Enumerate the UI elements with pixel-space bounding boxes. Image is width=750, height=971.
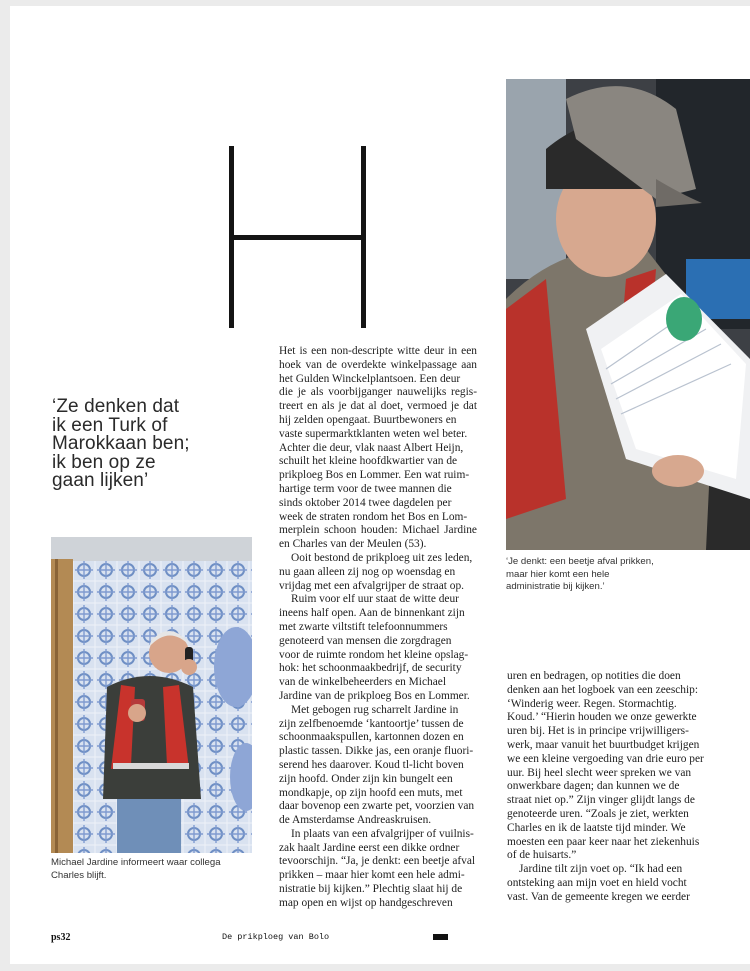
photo-jardine-with-binder [506, 79, 750, 550]
body-text-line: genoteerde uren. “Zoals je ziet, werkten [507, 807, 689, 820]
body-text-line: nistratie bij kijken.” Plechtig slaat hij de [279, 883, 463, 896]
body-text-line: Het is een non-descripte witte deur in een [279, 345, 477, 357]
body-text-line: week de straten rondom het Bos en Lom- [279, 510, 468, 523]
body-text-line: denken aan het logboek van een zeeschip: [507, 683, 699, 696]
body-text-line: ontsteking aan mijn voet en hield vocht [507, 876, 687, 889]
body-text-line: uren en bedragen, op notities die doen [507, 670, 681, 682]
body-text-line: tevoorschijn. “Ja, je denkt: een beetje afval [279, 855, 476, 868]
page-folio: ps32 [51, 932, 71, 943]
body-text-line: hij zelden opengaat. Buurtbewoners en [279, 413, 457, 426]
caption-left-photo [51, 857, 221, 882]
pull-quote-line: ik ben op ze [52, 451, 156, 473]
body-text-line: prikploeg Bos en Lommer. Een wat ruim- [279, 469, 470, 482]
pull-quote-line: ik een Turk of [52, 414, 168, 436]
body-text-line: zijn hoofd. Onder zijn kin bungelt een [279, 772, 453, 785]
body-text-line: zijn zelfbenoemde ‘kantoortje’ tussen de [279, 717, 464, 730]
body-text-line: schoonmaakspullen, kartonnen dozen en [279, 731, 464, 744]
body-text-line: uur. Bij heel slecht weer spreken we van [507, 766, 692, 779]
body-text-line: vrijdag met een afvalgrijper de straat op. [279, 579, 465, 592]
body-text-line: moesten een paar keer naar het ziekenhuis [507, 835, 700, 848]
body-text-line: map open en wijst op handgeschreven [279, 896, 453, 909]
body-text-line: vaste supermarktklanten weten wel beter. [279, 427, 468, 440]
body-text-line: onwerkbare dagen; dan kunnen we de [507, 780, 680, 793]
body-text-line: Jardine van de prikploeg Bos en Lommer. [279, 689, 470, 702]
body-text-line: prikken – maar hier komt een hele admi- [279, 869, 465, 882]
drop-cap-h [229, 146, 366, 328]
body-text-line: uren bij. Het is in principe vrijwilligers- [507, 725, 689, 738]
body-text-line: werk, maar vanuit het buurtbudget krijgen [507, 738, 700, 751]
body-text-line: ineens half open. Aan de binnenkant zijn [279, 607, 465, 620]
body-text-line: schuilt het kleine hoofdkwartier van de [279, 455, 458, 468]
body-text-line: Ruim voor elf uur staat de witte deur [291, 593, 459, 606]
body-text-line: serend hes daarover. Koud tl-licht boven [279, 758, 464, 771]
body-text-line: sinds oktober 2014 twee dagdelen per [279, 496, 452, 509]
end-mark [433, 934, 448, 940]
pull-quote [52, 398, 242, 491]
body-text-line: merplein schoon houden: Michael Jardine [279, 524, 477, 537]
caption-line: maar hier komt een hele [506, 568, 610, 580]
body-text-line: hok: het schoonmaakbedrijf, de security [279, 662, 462, 675]
body-text-line: straat niet op.” Zijn vinger glijdt langs de [507, 794, 695, 807]
body-text-column-2 [507, 670, 707, 905]
pull-quote-line: Marokkaan ben; [52, 433, 190, 454]
body-text-line: hoek van de overdekte winkelpassage aan [279, 358, 477, 371]
body-text-line: we een kleine vergoeding van drie euro per [507, 752, 704, 765]
body-text-line: vast. Van de gemeente kregen we eerder [507, 890, 690, 903]
body-text-line: van de winkelbeheerders en Michael [279, 676, 446, 689]
running-head: De prikploeg van Bolo [222, 932, 330, 942]
pull-quote-line: ‘Ze denken dat [52, 396, 180, 417]
body-text-line: genoteerd van mensen die zorgdragen [279, 634, 452, 647]
caption-right-photo [506, 556, 654, 594]
body-text-line: Koud.’ “Hierin houden we onze gewerkte [507, 711, 697, 724]
body-text-line: ‘Winderig weer. Regen. Stormachtig. [507, 697, 677, 710]
photo-michael-on-phone [51, 537, 252, 853]
caption-line: ‘Je denkt: een beetje afval prikken, [506, 556, 654, 567]
body-text-line: zak haalt Jardine eerst een dikke ordner [279, 841, 460, 854]
body-text-line: Ooit bestond de prikploeg uit zes leden, [291, 551, 473, 564]
body-text-line: Jardine tilt zijn voet op. “Ik had een [519, 863, 683, 876]
body-text-line: en Charles van der Meulen (53). [279, 538, 427, 551]
body-text-line: de Amsterdamse Andreaskruisen. [279, 814, 432, 827]
body-text-line: met zwarte viltstift telefoonnummers [279, 620, 448, 633]
body-text-line: Met gebogen rug scharrelt Jardine in [291, 703, 459, 716]
body-text-line: plastic tassen. Dikke jas, een oranje fluori- [279, 745, 474, 758]
caption-line: Charles blijft. [51, 869, 107, 881]
body-text-column-1 [279, 345, 477, 911]
body-text-line: Charles en ik de laatste tijd minder. We [507, 821, 686, 834]
body-text-line: die je als voorbijganger nauwelijks regis- [279, 386, 477, 399]
body-text-line: hartige term voor de twee mannen die [279, 482, 452, 495]
caption-line: administratie bij kijken.’ [506, 581, 605, 592]
body-text-line: het Gulden Winckelplantsoen. Een deur [279, 372, 461, 385]
caption-line: Michael Jardine informeert waar collega [51, 857, 221, 868]
body-text-line: of de huisarts.” [507, 849, 577, 862]
body-text-line: mondkapje, op zijn hoofd een muts, met [279, 786, 463, 799]
body-text-line: In plaats van een afvalgrijper of vuilnis- [291, 827, 474, 840]
body-text-line: voor de ruimte rondom het kleine opslag- [279, 648, 469, 661]
body-text-line: Achter die deur, vlak naast Albert Heijn, [279, 441, 464, 454]
body-text-line: daar bovenop een zwarte pet, voorzien van [279, 800, 475, 813]
body-text-line: treert en als je dat al doet, vermoed je dat [279, 400, 477, 413]
body-text-line: nu gaan alleen zij nog op woensdag en [279, 565, 456, 578]
pull-quote-line: gaan lijken’ [52, 470, 149, 491]
